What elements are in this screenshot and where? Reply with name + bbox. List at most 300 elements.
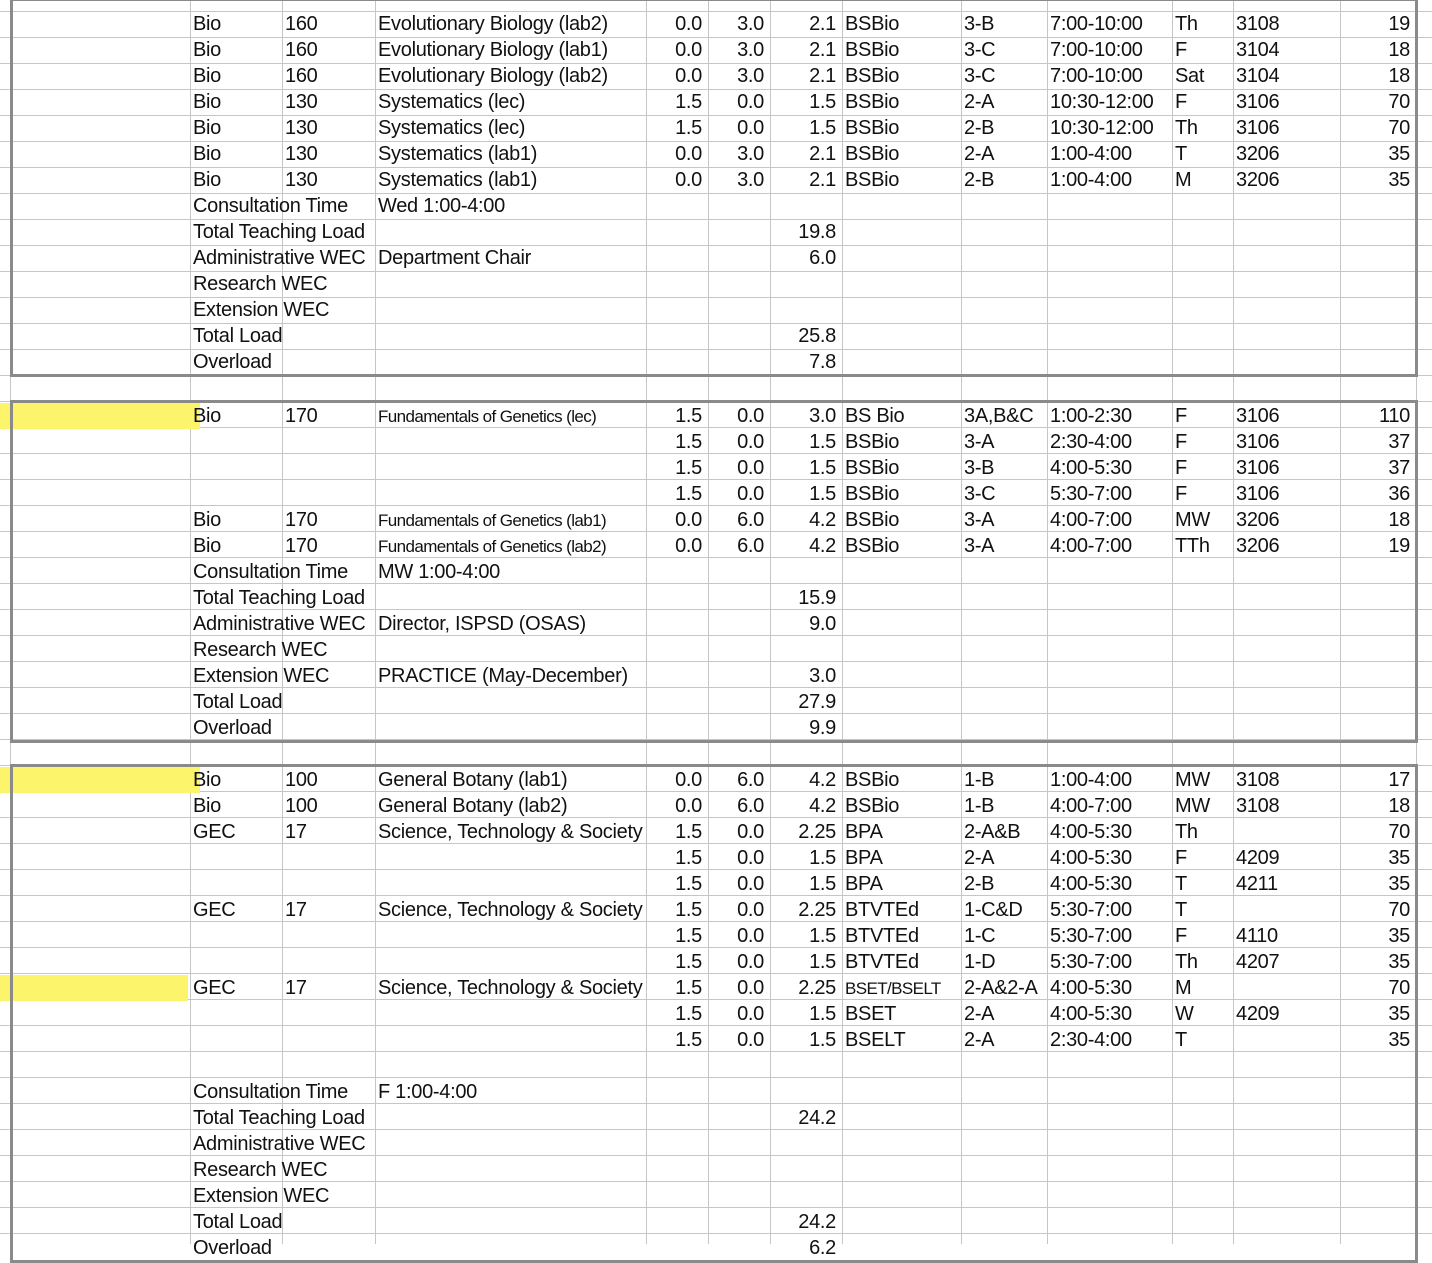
cell-subj[interactable]: Bio: [193, 169, 222, 191]
cell-code[interactable]: [282, 429, 375, 455]
cell-day[interactable]: Th: [1175, 117, 1198, 139]
cell-units[interactable]: 2.1: [809, 39, 836, 61]
cell-lab[interactable]: 3.0: [737, 143, 764, 165]
cell-time[interactable]: 1:00-4:00: [1050, 769, 1132, 791]
cell-title[interactable]: Systematics (lab1): [378, 169, 538, 191]
cell-day[interactable]: T: [1175, 1029, 1187, 1051]
summary-value[interactable]: 24.2: [798, 1107, 836, 1129]
cell-title[interactable]: Evolutionary Biology (lab1): [378, 39, 608, 61]
cell-code[interactable]: 170: [285, 405, 318, 427]
cell-room[interactable]: 3106: [1236, 457, 1280, 479]
cell-sec[interactable]: 1-D: [964, 951, 996, 973]
summary-label[interactable]: Extension WEC: [193, 1185, 330, 1207]
cell-sec[interactable]: 3-A: [964, 535, 995, 557]
summary-detail[interactable]: MW 1:00-4:00: [378, 561, 501, 583]
cell-time[interactable]: 7:00-10:00: [1050, 39, 1143, 61]
cell-students[interactable]: 35: [1388, 951, 1410, 973]
cell-title[interactable]: Systematics (lec): [378, 91, 526, 113]
cell-students[interactable]: 36: [1388, 483, 1410, 505]
cell-lab[interactable]: 6.0: [737, 795, 764, 817]
cell-code[interactable]: 130: [285, 143, 318, 165]
cell-subj[interactable]: Bio: [193, 117, 222, 139]
cell-subj[interactable]: [190, 1001, 282, 1027]
cell-title[interactable]: Systematics (lec): [378, 117, 526, 139]
cell-day[interactable]: Th: [1175, 821, 1198, 843]
cell-students[interactable]: 35: [1388, 873, 1410, 895]
cell-units[interactable]: 1.5: [809, 91, 836, 113]
cell-subj[interactable]: [190, 923, 282, 949]
summary-label[interactable]: Research WEC: [193, 1159, 328, 1181]
cell-code[interactable]: [282, 1027, 375, 1053]
cell-prog[interactable]: BSBio: [845, 769, 900, 791]
cell-prog[interactable]: BTVTEd: [845, 925, 919, 947]
cell-lec[interactable]: 1.5: [675, 847, 702, 869]
summary-detail[interactable]: PRACTICE (May-December): [378, 665, 628, 687]
cell-room[interactable]: 3206: [1236, 535, 1280, 557]
cell-room[interactable]: 3106: [1236, 405, 1280, 427]
cell-lec[interactable]: 1.5: [675, 821, 702, 843]
cell-day[interactable]: Sat: [1175, 65, 1205, 87]
cell-lab[interactable]: 6.0: [737, 535, 764, 557]
cell-units[interactable]: 2.25: [798, 899, 836, 921]
cell-units[interactable]: 3.0: [809, 405, 836, 427]
summary-value[interactable]: [770, 193, 842, 219]
cell-students[interactable]: 70: [1388, 91, 1410, 113]
cell-time[interactable]: 4:00-7:00: [1050, 795, 1132, 817]
cell-room[interactable]: 4209: [1236, 1003, 1280, 1025]
cell-time[interactable]: 4:00-5:30: [1050, 1003, 1132, 1025]
cell-day[interactable]: F: [1175, 847, 1187, 869]
summary-detail[interactable]: [375, 689, 381, 715]
cell-code[interactable]: 17: [285, 977, 307, 999]
cell-sec[interactable]: 3-C: [964, 483, 996, 505]
cell-time[interactable]: 1:00-4:00: [1050, 143, 1132, 165]
cell-subj[interactable]: [190, 845, 282, 871]
summary-label[interactable]: Total Load: [193, 691, 283, 713]
summary-detail[interactable]: [375, 1183, 381, 1209]
cell-code[interactable]: [282, 949, 375, 975]
cell-units[interactable]: 2.1: [809, 169, 836, 191]
cell-units[interactable]: 1.5: [809, 117, 836, 139]
cell-lec[interactable]: 1.5: [675, 1003, 702, 1025]
summary-value[interactable]: [770, 559, 842, 585]
summary-label[interactable]: Total Teaching Load: [193, 1107, 365, 1129]
cell-lab[interactable]: 3.0: [737, 39, 764, 61]
cell-students[interactable]: 70: [1388, 821, 1410, 843]
cell-students[interactable]: 17: [1388, 769, 1410, 791]
cell-students[interactable]: 35: [1388, 1029, 1410, 1051]
summary-detail[interactable]: [375, 219, 381, 245]
cell-subj[interactable]: GEC: [193, 899, 236, 921]
summary-label[interactable]: Extension WEC: [193, 299, 330, 321]
summary-detail[interactable]: [375, 715, 381, 741]
cell-units[interactable]: 1.5: [809, 847, 836, 869]
cell-students[interactable]: 18: [1388, 509, 1410, 531]
summary-detail[interactable]: Director, ISPSD (OSAS): [378, 613, 586, 635]
summary-value[interactable]: [770, 637, 842, 663]
cell-code[interactable]: 130: [285, 91, 318, 113]
cell-lab[interactable]: 0.0: [737, 977, 764, 999]
cell-day[interactable]: Th: [1175, 13, 1198, 35]
cell-sec[interactable]: 2-A&B: [964, 821, 1021, 843]
cell-lec[interactable]: 1.5: [675, 925, 702, 947]
summary-value[interactable]: [770, 1183, 842, 1209]
cell-code[interactable]: 100: [285, 795, 318, 817]
summary-value[interactable]: 24.2: [798, 1211, 836, 1233]
cell-room[interactable]: 3206: [1236, 509, 1280, 531]
cell-day[interactable]: F: [1175, 483, 1187, 505]
cell-lab[interactable]: 0.0: [737, 483, 764, 505]
cell-prog[interactable]: BSELT: [845, 1029, 906, 1051]
cell-title[interactable]: General Botany (lab1): [378, 769, 568, 791]
summary-detail[interactable]: F 1:00-4:00: [378, 1081, 477, 1103]
cell-sec[interactable]: 2-A: [964, 847, 995, 869]
cell-lec[interactable]: 1.5: [675, 91, 702, 113]
summary-label[interactable]: Total Teaching Load: [193, 221, 365, 243]
cell-units[interactable]: 4.2: [809, 769, 836, 791]
cell-students[interactable]: 35: [1388, 143, 1410, 165]
cell-sec[interactable]: 3-B: [964, 13, 995, 35]
cell-prog[interactable]: BSBio: [845, 143, 900, 165]
cell-room[interactable]: [1233, 897, 1340, 923]
cell-code[interactable]: [282, 455, 375, 481]
cell-code[interactable]: 17: [285, 899, 307, 921]
summary-value[interactable]: [770, 1131, 842, 1157]
cell-lec[interactable]: 1.5: [675, 457, 702, 479]
cell-lec[interactable]: 1.5: [675, 431, 702, 453]
cell-subj[interactable]: Bio: [193, 405, 222, 427]
summary-label[interactable]: Total Load: [193, 1211, 283, 1233]
cell-lec[interactable]: 1.5: [675, 873, 702, 895]
cell-title[interactable]: [375, 455, 646, 481]
cell-sec[interactable]: 2-B: [964, 117, 995, 139]
cell-units[interactable]: 2.25: [798, 821, 836, 843]
cell-prog[interactable]: BSBio: [845, 65, 900, 87]
cell-title[interactable]: Evolutionary Biology (lab2): [378, 65, 608, 87]
summary-detail[interactable]: [375, 1235, 381, 1261]
cell-students[interactable]: 35: [1388, 169, 1410, 191]
cell-units[interactable]: 1.5: [809, 431, 836, 453]
cell-title[interactable]: Systematics (lab1): [378, 143, 538, 165]
cell-day[interactable]: F: [1175, 39, 1187, 61]
cell-code[interactable]: 160: [285, 65, 318, 87]
cell-title[interactable]: Science, Technology & Society: [378, 977, 643, 999]
cell-title[interactable]: [375, 1027, 646, 1053]
cell-time[interactable]: 5:30-7:00: [1050, 925, 1132, 947]
summary-detail[interactable]: [375, 1209, 381, 1235]
cell-lec[interactable]: 0.0: [675, 795, 702, 817]
cell-prog[interactable]: BSBio: [845, 483, 900, 505]
cell-sec[interactable]: 3-C: [964, 65, 996, 87]
cell-time[interactable]: 1:00-4:00: [1050, 169, 1132, 191]
summary-value[interactable]: [770, 271, 842, 297]
cell-prog[interactable]: BS Bio: [845, 405, 905, 427]
cell-room[interactable]: 3108: [1236, 13, 1280, 35]
cell-code[interactable]: [282, 1001, 375, 1027]
cell-lab[interactable]: 6.0: [737, 509, 764, 531]
cell-lab[interactable]: 0.0: [737, 847, 764, 869]
cell-prog[interactable]: BTVTEd: [845, 899, 919, 921]
cell-sec[interactable]: 3-B: [964, 457, 995, 479]
cell-time[interactable]: 10:30-12:00: [1050, 91, 1154, 113]
cell-students[interactable]: 70: [1388, 977, 1410, 999]
cell-room[interactable]: 3104: [1236, 65, 1280, 87]
cell-title[interactable]: [375, 949, 646, 975]
cell-prog[interactable]: BSET/BSELT: [845, 979, 941, 998]
cell-subj[interactable]: Bio: [193, 13, 222, 35]
cell-subj[interactable]: Bio: [193, 91, 222, 113]
cell-sec[interactable]: 2-A: [964, 1003, 995, 1025]
cell-subj[interactable]: Bio: [193, 65, 222, 87]
cell-code[interactable]: 130: [285, 117, 318, 139]
cell-time[interactable]: 7:00-10:00: [1050, 65, 1143, 87]
cell-room[interactable]: 3206: [1236, 143, 1280, 165]
cell-code[interactable]: [282, 923, 375, 949]
cell-sec[interactable]: 2-B: [964, 169, 995, 191]
summary-detail[interactable]: [375, 349, 381, 375]
cell-subj[interactable]: [190, 455, 282, 481]
cell-subj[interactable]: [190, 429, 282, 455]
cell-title[interactable]: Evolutionary Biology (lab2): [378, 13, 608, 35]
cell-day[interactable]: MW: [1175, 769, 1210, 791]
cell-day[interactable]: M: [1175, 977, 1192, 999]
summary-detail[interactable]: [375, 1105, 381, 1131]
cell-lab[interactable]: 0.0: [737, 925, 764, 947]
summary-value[interactable]: [770, 1157, 842, 1183]
cell-students[interactable]: 37: [1388, 431, 1410, 453]
cell-title[interactable]: [375, 923, 646, 949]
cell-prog[interactable]: BSBio: [845, 39, 900, 61]
cell-lec[interactable]: 0.0: [675, 535, 702, 557]
cell-sec[interactable]: 3-A: [964, 509, 995, 531]
summary-value[interactable]: [770, 1079, 842, 1105]
summary-label[interactable]: Consultation Time: [193, 1081, 348, 1103]
cell-time[interactable]: 10:30-12:00: [1050, 117, 1154, 139]
cell-subj[interactable]: Bio: [193, 509, 222, 531]
summary-value[interactable]: 25.8: [798, 325, 836, 347]
cell-lec[interactable]: 0.0: [675, 65, 702, 87]
cell-units[interactable]: 2.1: [809, 143, 836, 165]
cell-day[interactable]: F: [1175, 457, 1187, 479]
cell-students[interactable]: 19: [1388, 13, 1410, 35]
summary-detail[interactable]: Department Chair: [378, 247, 532, 269]
cell-room[interactable]: 3106: [1236, 91, 1280, 113]
summary-label[interactable]: Research WEC: [193, 273, 328, 295]
cell-title[interactable]: Fundamentals of Genetics (lab1): [378, 511, 607, 530]
cell-day[interactable]: T: [1175, 143, 1187, 165]
cell-time[interactable]: 4:00-5:30: [1050, 873, 1132, 895]
summary-label[interactable]: Overload: [193, 1237, 272, 1259]
cell-lab[interactable]: 0.0: [737, 117, 764, 139]
cell-sec[interactable]: 3-C: [964, 39, 996, 61]
cell-time[interactable]: 4:00-5:30: [1050, 821, 1132, 843]
cell-code[interactable]: 17: [285, 821, 307, 843]
cell-subj[interactable]: Bio: [193, 535, 222, 557]
summary-value[interactable]: 7.8: [809, 351, 836, 373]
cell-students[interactable]: 35: [1388, 925, 1410, 947]
cell-sec[interactable]: 1-C: [964, 925, 996, 947]
summary-value[interactable]: 19.8: [798, 221, 836, 243]
summary-value[interactable]: 27.9: [798, 691, 836, 713]
summary-label[interactable]: Consultation Time: [193, 561, 348, 583]
cell-prog[interactable]: BPA: [845, 821, 883, 843]
cell-lec[interactable]: 1.5: [675, 951, 702, 973]
summary-detail[interactable]: [375, 297, 381, 323]
summary-label[interactable]: Overload: [193, 717, 272, 739]
cell-units[interactable]: 1.5: [809, 873, 836, 895]
cell-subj[interactable]: Bio: [193, 769, 222, 791]
summary-label[interactable]: Consultation Time: [193, 195, 348, 217]
cell-time[interactable]: 5:30-7:00: [1050, 483, 1132, 505]
cell-time[interactable]: 2:30-4:00: [1050, 1029, 1132, 1051]
cell-lec[interactable]: 1.5: [675, 483, 702, 505]
cell-code[interactable]: 170: [285, 535, 318, 557]
cell-lab[interactable]: 0.0: [737, 951, 764, 973]
cell-code[interactable]: 160: [285, 13, 318, 35]
cell-room[interactable]: 3108: [1236, 795, 1280, 817]
cell-prog[interactable]: BSBio: [845, 795, 900, 817]
cell-sec[interactable]: 2-B: [964, 873, 995, 895]
cell-lab[interactable]: 0.0: [737, 405, 764, 427]
summary-label[interactable]: Overload: [193, 351, 272, 373]
cell-lec[interactable]: 0.0: [675, 143, 702, 165]
cell-time[interactable]: 2:30-4:00: [1050, 431, 1132, 453]
cell-units[interactable]: 1.5: [809, 925, 836, 947]
cell-sec[interactable]: 2-A: [964, 91, 995, 113]
cell-students[interactable]: 70: [1388, 117, 1410, 139]
summary-value[interactable]: 6.0: [809, 247, 836, 269]
cell-room[interactable]: 3108: [1236, 769, 1280, 791]
cell-prog[interactable]: BSBio: [845, 117, 900, 139]
cell-prog[interactable]: BTVTEd: [845, 951, 919, 973]
cell-prog[interactable]: BSBio: [845, 457, 900, 479]
cell-room[interactable]: 4207: [1236, 951, 1280, 973]
cell-subj[interactable]: Bio: [193, 795, 222, 817]
cell-title[interactable]: [375, 481, 646, 507]
cell-lec[interactable]: 1.5: [675, 1029, 702, 1051]
cell-title[interactable]: Fundamentals of Genetics (lab2): [378, 537, 607, 556]
cell-prog[interactable]: BSET: [845, 1003, 897, 1025]
cell-students[interactable]: 19: [1388, 535, 1410, 557]
cell-subj[interactable]: [190, 481, 282, 507]
cell-students[interactable]: 18: [1388, 795, 1410, 817]
cell-sec[interactable]: 2-A&2-A: [964, 977, 1038, 999]
summary-value[interactable]: 15.9: [798, 587, 836, 609]
cell-lab[interactable]: 0.0: [737, 431, 764, 453]
summary-detail[interactable]: [375, 1157, 381, 1183]
cell-subj[interactable]: [190, 1027, 282, 1053]
cell-title[interactable]: Science, Technology & Society: [378, 821, 643, 843]
cell-prog[interactable]: BPA: [845, 873, 883, 895]
summary-detail[interactable]: [375, 323, 381, 349]
cell-time[interactable]: 4:00-7:00: [1050, 509, 1132, 531]
cell-title[interactable]: General Botany (lab2): [378, 795, 568, 817]
cell-day[interactable]: Th: [1175, 951, 1198, 973]
cell-units[interactable]: 4.2: [809, 795, 836, 817]
cell-code[interactable]: 100: [285, 769, 318, 791]
cell-prog[interactable]: BSBio: [845, 91, 900, 113]
cell-day[interactable]: M: [1175, 169, 1192, 191]
cell-lab[interactable]: 0.0: [737, 1003, 764, 1025]
cell-subj[interactable]: [190, 871, 282, 897]
cell-time[interactable]: 5:30-7:00: [1050, 899, 1132, 921]
summary-value[interactable]: 6.2: [809, 1237, 836, 1259]
cell-students[interactable]: 110: [1379, 405, 1410, 427]
cell-lab[interactable]: 0.0: [737, 457, 764, 479]
cell-time[interactable]: 5:30-7:00: [1050, 951, 1132, 973]
cell-time[interactable]: 4:00-5:30: [1050, 977, 1132, 999]
summary-detail[interactable]: Wed 1:00-4:00: [378, 195, 505, 217]
summary-value[interactable]: 9.0: [809, 613, 836, 635]
cell-subj[interactable]: GEC: [193, 821, 236, 843]
cell-prog[interactable]: BSBio: [845, 13, 900, 35]
cell-room[interactable]: 3104: [1236, 39, 1280, 61]
cell-units[interactable]: 4.2: [809, 509, 836, 531]
cell-prog[interactable]: BSBio: [845, 535, 900, 557]
cell-units[interactable]: 1.5: [809, 483, 836, 505]
cell-prog[interactable]: BSBio: [845, 169, 900, 191]
summary-detail[interactable]: [375, 637, 381, 663]
cell-lec[interactable]: 1.5: [675, 405, 702, 427]
cell-room[interactable]: 3206: [1236, 169, 1280, 191]
cell-students[interactable]: 18: [1388, 39, 1410, 61]
cell-units[interactable]: 2.25: [798, 977, 836, 999]
cell-lec[interactable]: 1.5: [675, 117, 702, 139]
cell-sec[interactable]: 3-A: [964, 431, 995, 453]
cell-code[interactable]: [282, 845, 375, 871]
cell-units[interactable]: 4.2: [809, 535, 836, 557]
cell-lec[interactable]: 0.0: [675, 13, 702, 35]
cell-day[interactable]: MW: [1175, 795, 1210, 817]
cell-day[interactable]: T: [1175, 899, 1187, 921]
cell-sec[interactable]: 3A,B&C: [964, 405, 1034, 427]
cell-title[interactable]: [375, 1001, 646, 1027]
cell-prog[interactable]: BPA: [845, 847, 883, 869]
cell-room[interactable]: [1233, 1027, 1340, 1053]
cell-time[interactable]: 4:00-5:30: [1050, 847, 1132, 869]
cell-day[interactable]: F: [1175, 405, 1187, 427]
cell-subj[interactable]: [190, 949, 282, 975]
cell-room[interactable]: [1233, 819, 1340, 845]
summary-value[interactable]: 3.0: [809, 665, 836, 687]
summary-label[interactable]: Administrative WEC: [193, 1133, 366, 1155]
cell-time[interactable]: 4:00-7:00: [1050, 535, 1132, 557]
summary-detail[interactable]: [375, 1131, 381, 1157]
cell-lab[interactable]: 0.0: [737, 821, 764, 843]
cell-time[interactable]: 1:00-2:30: [1050, 405, 1132, 427]
cell-code[interactable]: [282, 871, 375, 897]
cell-units[interactable]: 2.1: [809, 13, 836, 35]
cell-lab[interactable]: 0.0: [737, 873, 764, 895]
cell-sec[interactable]: 2-A: [964, 143, 995, 165]
cell-room[interactable]: 3106: [1236, 431, 1280, 453]
cell-day[interactable]: TTh: [1175, 535, 1210, 557]
summary-label[interactable]: Total Load: [193, 325, 283, 347]
cell-lec[interactable]: 0.0: [675, 509, 702, 531]
cell-lab[interactable]: 3.0: [737, 13, 764, 35]
cell-subj[interactable]: Bio: [193, 39, 222, 61]
cell-lab[interactable]: 3.0: [737, 169, 764, 191]
cell-day[interactable]: T: [1175, 873, 1187, 895]
cell-code[interactable]: 170: [285, 509, 318, 531]
cell-title[interactable]: [375, 845, 646, 871]
cell-room[interactable]: 4110: [1236, 925, 1278, 947]
cell-code[interactable]: 130: [285, 169, 318, 191]
cell-lec[interactable]: 0.0: [675, 39, 702, 61]
cell-sec[interactable]: 1-B: [964, 769, 995, 791]
cell-subj[interactable]: GEC: [193, 977, 236, 999]
cell-day[interactable]: F: [1175, 91, 1187, 113]
